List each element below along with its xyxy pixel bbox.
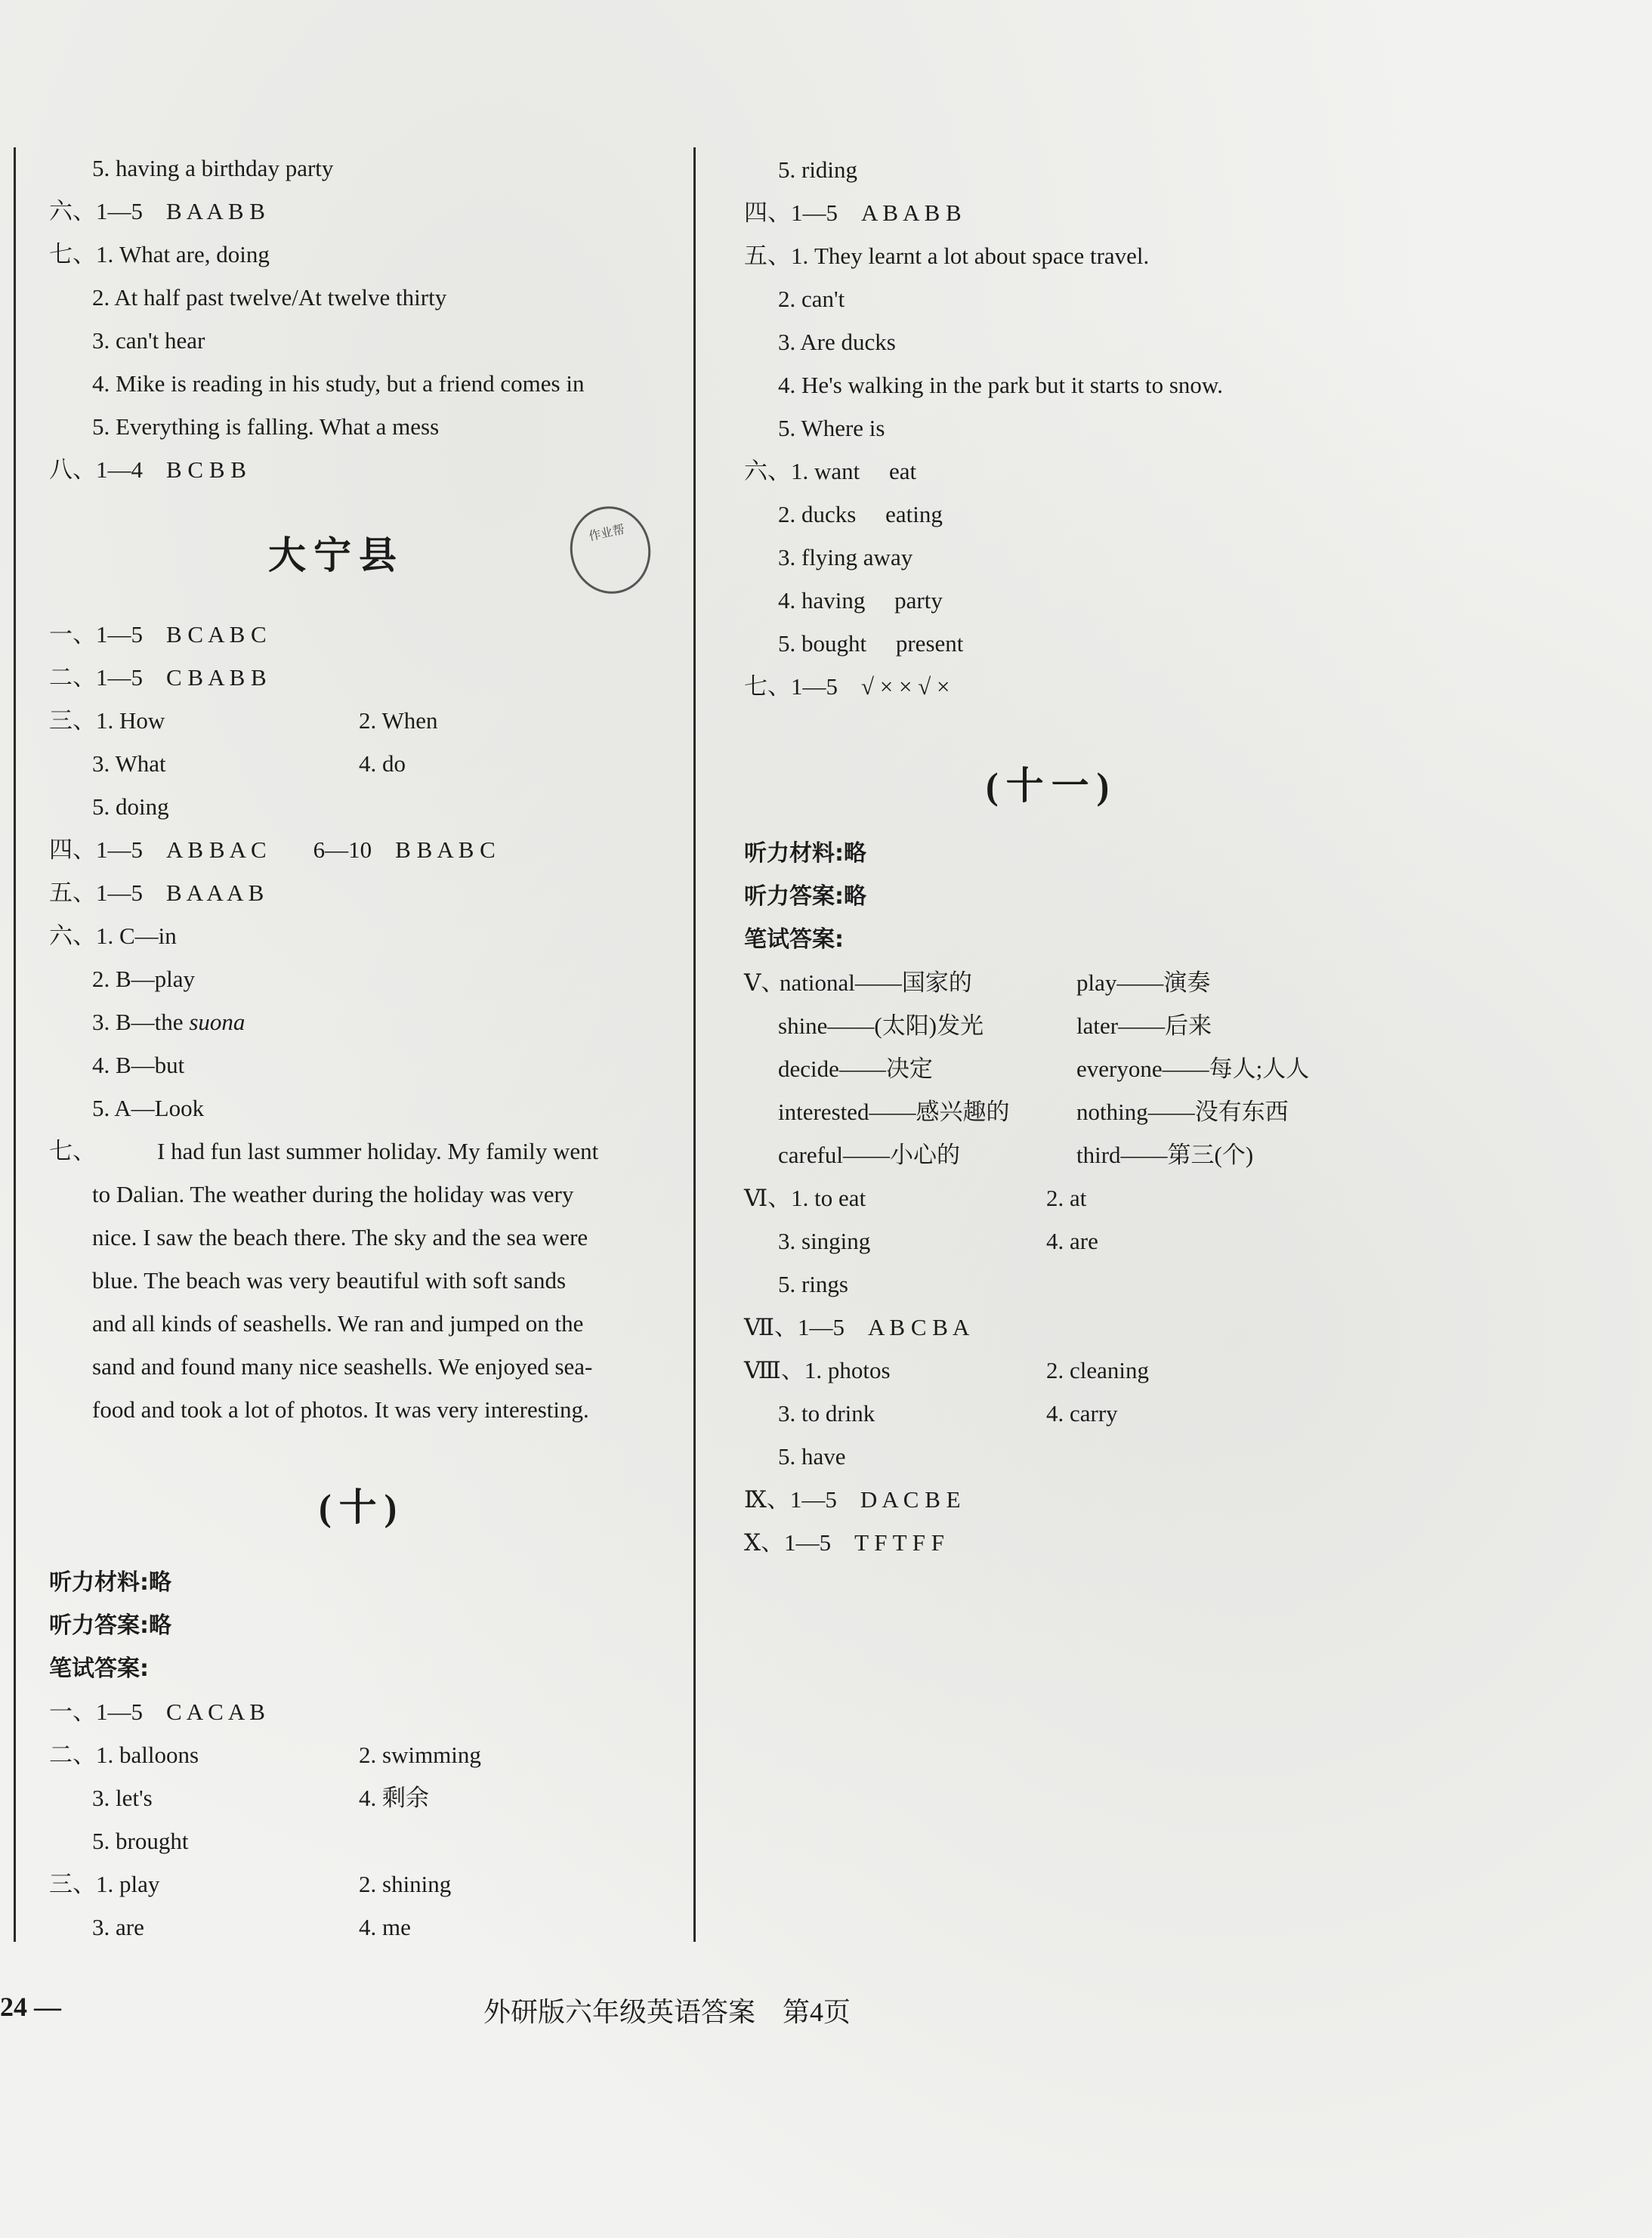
essay-line: and all kinds of seashells. We ran and jumped on the [92,1310,584,1337]
column-divider [693,147,696,1942]
answer-line [49,1697,265,1727]
answer-line [92,1912,144,1943]
answer-text: Ⅶ、1—5 A B C B A [744,1314,970,1340]
essay-line: food and took a lot of photos. It was very interesting. [92,1396,589,1423]
answer-line [92,153,333,184]
answer-text-col2: 4. 剩余 [359,1785,429,1811]
page-title: 外研版六年级英语答案 第4页 [483,1997,851,2027]
answer-text: 5. have [778,1443,846,1470]
answer-text: 5. riding [778,156,858,183]
answer-line [49,663,267,693]
answer-text: 4. Mike is reading in his study, but a friend comes in [92,370,585,397]
answer-text: 4. B—but [92,1052,185,1078]
answer-line [49,1740,199,1770]
answer-line [778,499,943,530]
bold-label: 听力答案:略 [49,1612,171,1639]
answer-line [92,1050,184,1080]
answer-text: 六、1. C—in [49,923,177,949]
answer-text: 五、1—5 B A A A B [49,879,264,906]
answer-line [92,412,439,442]
answer-line [744,672,950,702]
answer-text: 2. ducks eating [778,501,943,527]
answer-line [92,1826,188,1856]
answer-line [744,241,1149,271]
stamp-seal [562,499,659,601]
vocab-word: decide——决定 [778,1056,933,1082]
vocab-word: national——国家的 [780,969,972,996]
answer-line [744,1312,969,1343]
answer-text: 5. having a birthday party [92,155,334,181]
bold-label: 笔试答案: [49,1655,149,1682]
answer-text: 一、1—5 B C A B C [49,621,267,648]
answer-line [778,155,857,185]
answer-text: 七、1. What are, doing [49,241,270,267]
answer-text: 5. brought [92,1828,189,1854]
answer-text-col2: 4. do [359,750,406,777]
answer-text: 3. let's [92,1785,153,1811]
answer-text: 3. Are ducks [778,329,896,355]
vocab-word-col2: later——后来 [1076,1012,1212,1039]
answer-text: 2. can't [778,286,845,312]
answer-line [49,455,246,485]
vocab-word-col2: third——第三(个) [1076,1142,1254,1168]
answer-text-col2: 2. at [1046,1185,1087,1211]
answer-text: 三、1. play [49,1871,160,1897]
answer-line [92,1783,153,1813]
answer-text: Ⅸ、1—5 D A C B E [744,1486,961,1513]
answer-line [49,706,165,736]
answer-text: Ⅹ、1—5 T F T F F [744,1529,944,1556]
bold-label: 听力材料:略 [744,840,866,867]
answer-line [49,835,496,865]
answer-text-col2: 4. carry [1046,1400,1118,1427]
bold-label: 听力答案:略 [744,883,866,910]
answer-line [778,1399,875,1429]
answer-line [778,1269,848,1300]
answer-text: 4. He's walking in the park but it starts to snow. [778,372,1224,398]
answer-text-col2: 2. swimming [359,1742,481,1768]
answer-line [744,1528,944,1558]
essay-line: nice. I saw the beach there. The sky and the sea were [92,1224,588,1250]
answer-line [92,792,169,822]
answer-line [744,1485,961,1515]
answer-text: 3. B—the [92,1009,190,1035]
answer-text: 5. rings [778,1271,848,1297]
answer-line [744,1183,866,1213]
answer-line [778,284,845,314]
answer-text: 5. Where is [778,415,885,441]
answer-line [778,370,1223,400]
answer-text: 五、1. They learnt a lot about space travel. [744,243,1150,269]
section-heading-10: (十) [319,1486,405,1529]
answer-text: 三、1. How [49,707,165,734]
vocab-word-col2: everyone——每人;人人 [1076,1056,1310,1082]
vocab-word: careful——小心的 [778,1142,961,1168]
answer-text: 七、1—5 √ × × √ × [744,673,950,700]
answer-line [744,456,916,487]
answer-text-col2: 2. cleaning [1046,1357,1150,1383]
answer-text: 5. A—Look [92,1095,205,1121]
stamp-text: 作业帮 [588,523,626,544]
answer-line [778,1442,846,1472]
left-margin-rule [14,147,16,1942]
answer-text: 六、1—5 B A A B B [49,198,265,224]
answer-line [92,283,446,313]
bold-label: 听力材料:略 [49,1569,171,1596]
answer-line [92,1093,204,1124]
answer-text: 4. having party [778,587,943,614]
answer-line [92,326,205,356]
answer-line [92,749,166,779]
answer-line [92,1007,245,1037]
answer-line [49,240,270,270]
answer-text: Ⅵ、1. to eat [744,1185,866,1211]
answer-line [49,620,267,650]
answer-text: 八、1—4 B C B B [49,456,246,483]
answer-text: 六、1. want eat [744,458,917,484]
answer-text: 3. can't hear [92,327,205,354]
answer-italic: suona [189,1009,245,1035]
bold-label: 笔试答案: [744,926,844,953]
answer-text: 3. are [92,1914,144,1940]
answer-text: 二、1. balloons [49,1742,199,1768]
answer-text: 3. What [92,750,166,777]
answer-line [778,629,963,659]
vocab-word-col2: nothing——没有东西 [1076,1099,1289,1125]
essay-line: to Dalian. The weather during the holiday was very [92,1181,574,1207]
section-heading-daning: 大宁县 [268,534,404,577]
answer-line [92,369,584,399]
answer-text-col2: 2. shining [359,1871,452,1897]
answer-text: 二、1—5 C B A B B [49,664,267,691]
essay-line: sand and found many nice seashells. We enjoyed sea- [92,1353,593,1380]
essay-label: 七、 [49,1138,96,1164]
answer-line [778,327,896,357]
answer-line [49,878,264,908]
answer-text: 3. to drink [778,1400,875,1427]
answer-line [49,921,177,951]
essay-line: I had fun last summer holiday. My family went [157,1138,599,1164]
answer-text-col2: 4. me [359,1914,411,1940]
vocab-word-col2: play——演奏 [1076,969,1211,996]
answer-text: 2. B—play [92,966,196,992]
answer-text-col2: 4. are [1046,1228,1098,1254]
answer-text: 四、1—5 A B A B B [744,199,962,226]
answer-line [778,413,885,444]
section-heading-11: (十一) [986,765,1117,807]
answer-text: 5. Everything is falling. What a mess [92,413,440,440]
essay-line: blue. The beach was very beautiful with soft sands [92,1267,567,1294]
answer-text: 3. flying away [778,544,913,570]
answer-line [744,1355,891,1386]
answer-line [92,964,195,994]
answer-line [778,586,943,616]
answer-text-col2: 2. When [359,707,438,734]
page-number: 24 — [0,1992,61,2022]
vocab-label: Ⅴ、 [744,969,785,996]
answer-text: 5. doing [92,793,169,820]
vocab-word: shine——(太阳)发光 [778,1012,984,1039]
answer-text: 3. singing [778,1228,871,1254]
answer-text: Ⅷ、1. photos [744,1357,891,1383]
answer-line [49,1869,159,1900]
answer-line [778,1226,870,1257]
answer-line [778,542,912,573]
answer-text: 2. At half past twelve/At twelve thirty [92,284,447,311]
answer-text: 5. bought present [778,630,964,657]
answer-line [49,196,265,227]
vocab-word: interested——感兴趣的 [778,1099,1010,1125]
answer-text: 一、1—5 C A C A B [49,1699,265,1725]
answer-text: 四、1—5 A B B A C 6—10 B B A B C [49,836,496,863]
answer-line [744,198,962,228]
